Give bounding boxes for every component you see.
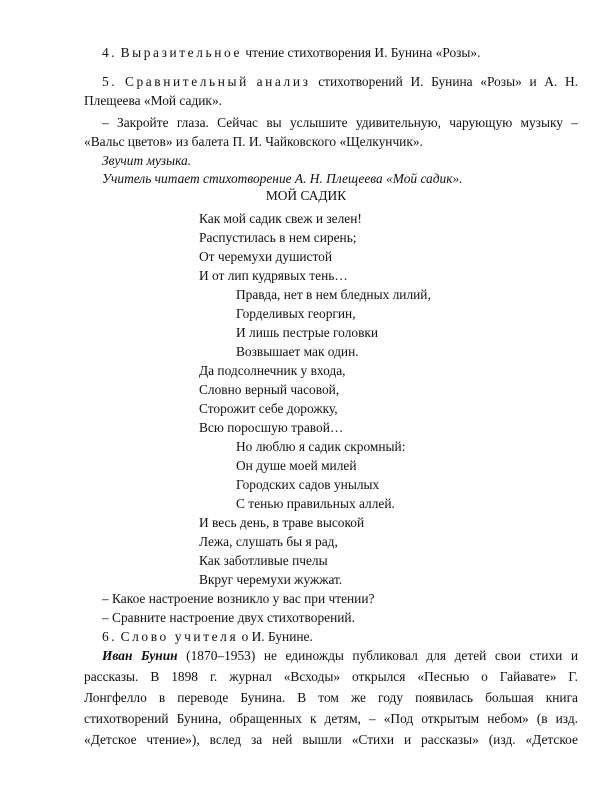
poem-line: Сторожит себе дорожку, — [199, 401, 338, 416]
poem-line: Вкруг черемухи жужжат. — [199, 572, 343, 587]
bio-line1-rest: (1870–1953) не единожды публиковал для детей свои стихи и — [186, 648, 578, 663]
bio-line2: рассказы. В 1898 г. журнал «Всходы» открылся «Песнью о Гайавате» Г. — [84, 669, 578, 684]
section-6-heading: Слово учителя — [120, 629, 239, 644]
poem-title: МОЙ САДИК — [265, 188, 347, 203]
poem-line: Горделивых георгин, — [236, 306, 356, 321]
section-4-heading: Выразительное — [120, 45, 242, 60]
poem-line: Распустилась в нем сирень; — [199, 230, 357, 245]
section-4-number: 4. — [102, 45, 118, 60]
section-6-line — [102, 628, 313, 646]
poem-line: И от лип кудрявых тень… — [199, 268, 348, 283]
poem-line: Возвышает мак один. — [236, 344, 359, 359]
section-5-number: 5. — [102, 74, 118, 89]
bio-line5: «Детское чтение»), вслед за ней вышли «Стихи и рассказы» (изд. «Детское — [84, 732, 578, 747]
section-6-number: 6. — [102, 629, 118, 644]
poem-line: Правда, нет в нем бледных лилий, — [236, 287, 431, 302]
section-5-text-line2: Плещеева «Мой садик». — [84, 93, 222, 108]
stage-teacher: Учитель читает стихотворение А. Н. Плещеева «Мой садик». — [102, 171, 463, 186]
poem-line: Он душе моей милей — [236, 458, 357, 473]
poem-line: Лежа, слушать бы я рад, — [199, 534, 338, 549]
instruction-line2: «Вальс цветов» из балета П. И. Чайковского «Щелкунчик». — [84, 134, 423, 149]
poem-line: Всю поросшую травой… — [199, 420, 344, 435]
poem-line: От черемухи душистой — [199, 249, 333, 264]
poem-line: Да подсолнечник у входа, — [199, 363, 346, 378]
section-5-heading-word2: анализ — [256, 74, 311, 89]
poem-line: И лишь пестрые головки — [236, 325, 379, 340]
poem-line: Словно верный часовой, — [199, 382, 340, 397]
question-line: – Какое настроение возникло у вас при чтении? — [102, 591, 375, 606]
section-5-line — [102, 73, 578, 91]
poem-line: Но люблю я садик скромный: — [236, 439, 406, 454]
bio-line3: Лонгфелло в переводе Бунина. В том же году появилась большая книга — [84, 690, 578, 705]
poem-line: И весь день, в траве высокой — [199, 515, 365, 530]
question-line: – Сравните настроение двух стихотворений. — [102, 610, 355, 625]
poem-line: Как мой садик свеж и зелен! — [199, 211, 362, 226]
bio-line4: стихотворений Бунина, обращенных к детям, – «Под открытым небом» (в изд. — [84, 711, 578, 726]
bio-line1 — [102, 647, 578, 665]
stage-music: Звучит музыка. — [102, 153, 192, 168]
poem-line: Городских садов унылых — [236, 477, 380, 492]
poem-line: Как заботливые пчелы — [199, 553, 328, 568]
section-6-text: о И. Бунине. — [241, 629, 313, 644]
section-4-text: чтение стихотворения И. Бунина «Розы». — [245, 45, 481, 60]
section-4-line — [102, 44, 480, 62]
instruction-line1: – Закройте глаза. Сейчас вы услышите удивительную, чарующую музыку – — [102, 115, 578, 130]
bio-name: Иван Бунин — [102, 648, 178, 663]
section-5-text: стихотворений И. Бунина «Розы» и А. Н. — [318, 74, 578, 89]
section-5-heading-word1: Сравнительный — [124, 74, 249, 89]
poem-line: С тенью правильных аллей. — [236, 496, 395, 511]
